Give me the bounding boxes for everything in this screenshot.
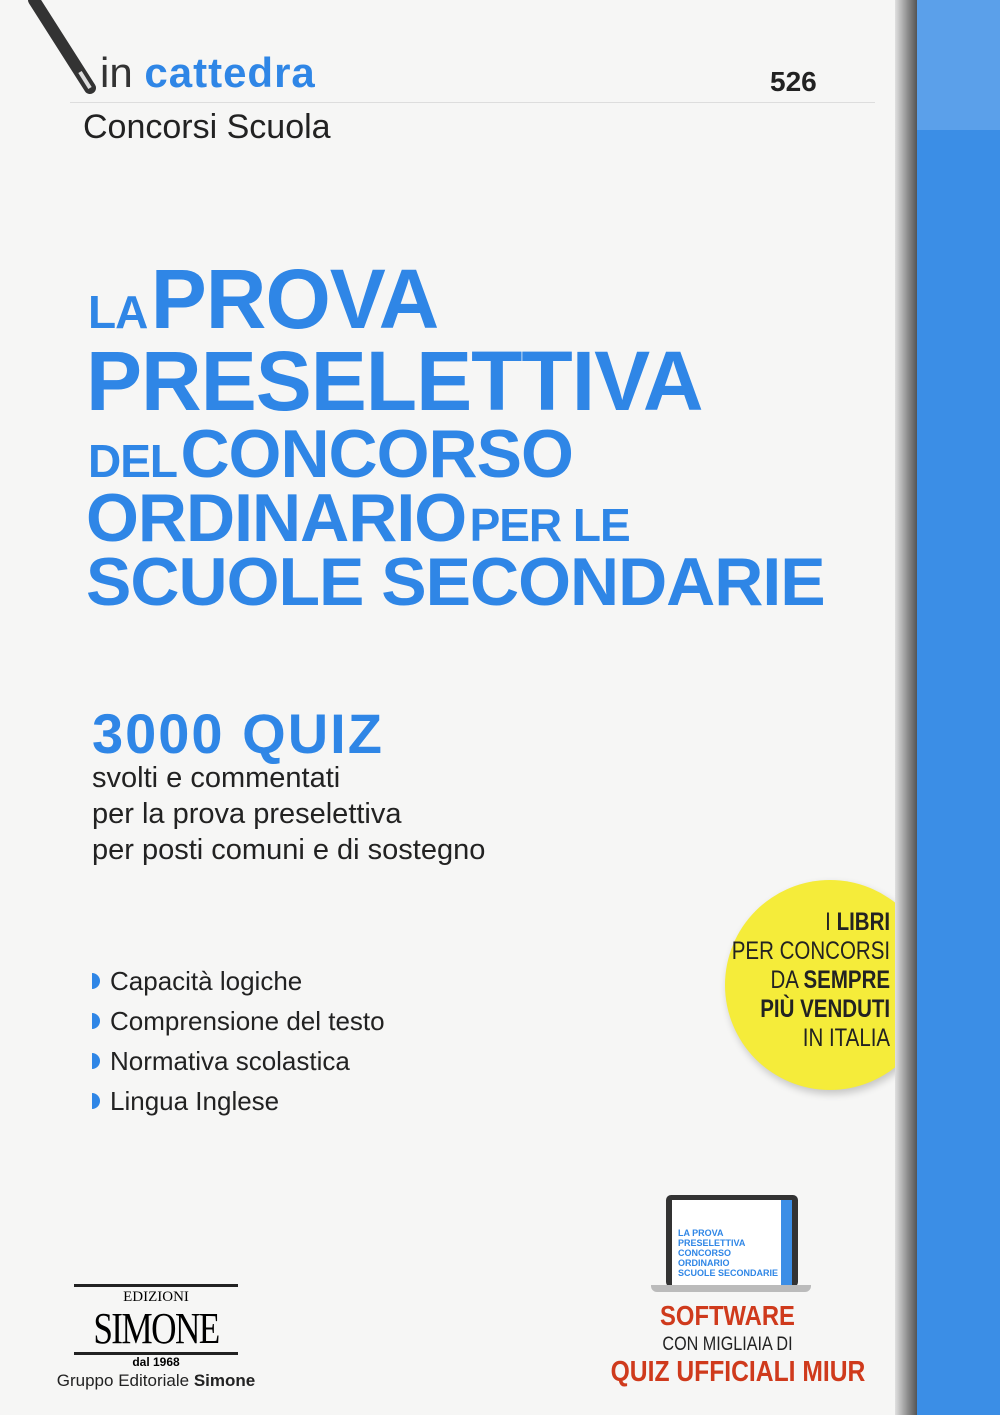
pen-icon xyxy=(20,0,110,100)
series-prefix: in xyxy=(100,49,133,96)
quiz-description xyxy=(92,760,485,868)
book-spine xyxy=(905,0,1000,1415)
topic-item: Lingua Inglese xyxy=(92,1081,385,1121)
topic-item: Comprensione del testo xyxy=(92,1001,385,1041)
series-name: cattedra xyxy=(144,49,316,96)
topic-item: Capacità logiche xyxy=(92,961,385,1001)
quiz-headline: 3000 QUIZ xyxy=(92,702,384,765)
publisher-logo: EDIZIONI SIMONE dal 1968 Gruppo Editoriale Simone xyxy=(56,1284,256,1391)
header-divider xyxy=(70,102,875,103)
software-promo xyxy=(590,1300,865,1389)
topic-item: Normativa scolastica xyxy=(92,1041,385,1081)
software-subtitle: CON MIGLIAIA DI xyxy=(662,1334,793,1355)
desc-line: per posti comuni e di sostegno xyxy=(92,834,486,866)
spine-overlap xyxy=(905,870,1000,1100)
spine-shadow-overlap xyxy=(895,870,917,1100)
title-line-2: PRESELETTIVA xyxy=(86,334,703,428)
laptop-icon: LA PROVA PRESELETTIVA CONCORSO ORDINARIO SCUOLE SECONDARIE xyxy=(651,1195,811,1295)
title-line-4: ORDINARIO PER LE xyxy=(86,480,630,556)
title-line-5: SCUOLE SECONDARIE xyxy=(86,544,825,620)
bullet-icon xyxy=(92,1093,100,1109)
series-logo xyxy=(100,49,316,96)
spine-shadow xyxy=(895,0,917,1415)
bullet-icon xyxy=(92,973,100,989)
spine-top-band xyxy=(905,0,1000,130)
title-line-1: LA PROVA xyxy=(88,252,439,346)
badge-text: I LIBRI PER CONCORSI DA SEMPRE PIÙ VENDUTI IN ITALIA xyxy=(731,908,890,1052)
software-title: SOFTWARE xyxy=(660,1300,795,1331)
desc-line: svolti e commentati xyxy=(92,762,341,794)
volume-number: 526 xyxy=(770,66,817,97)
topic-list xyxy=(92,961,385,1121)
bullet-icon xyxy=(92,1013,100,1029)
bullet-icon xyxy=(92,1053,100,1069)
desc-line: per la prova preselettiva xyxy=(92,798,402,830)
software-quiz-line: QUIZ UFFICIALI MIUR xyxy=(610,1356,866,1388)
title-line-3: DEL CONCORSO xyxy=(88,416,573,492)
collection-name: Concorsi Scuola xyxy=(83,108,331,146)
